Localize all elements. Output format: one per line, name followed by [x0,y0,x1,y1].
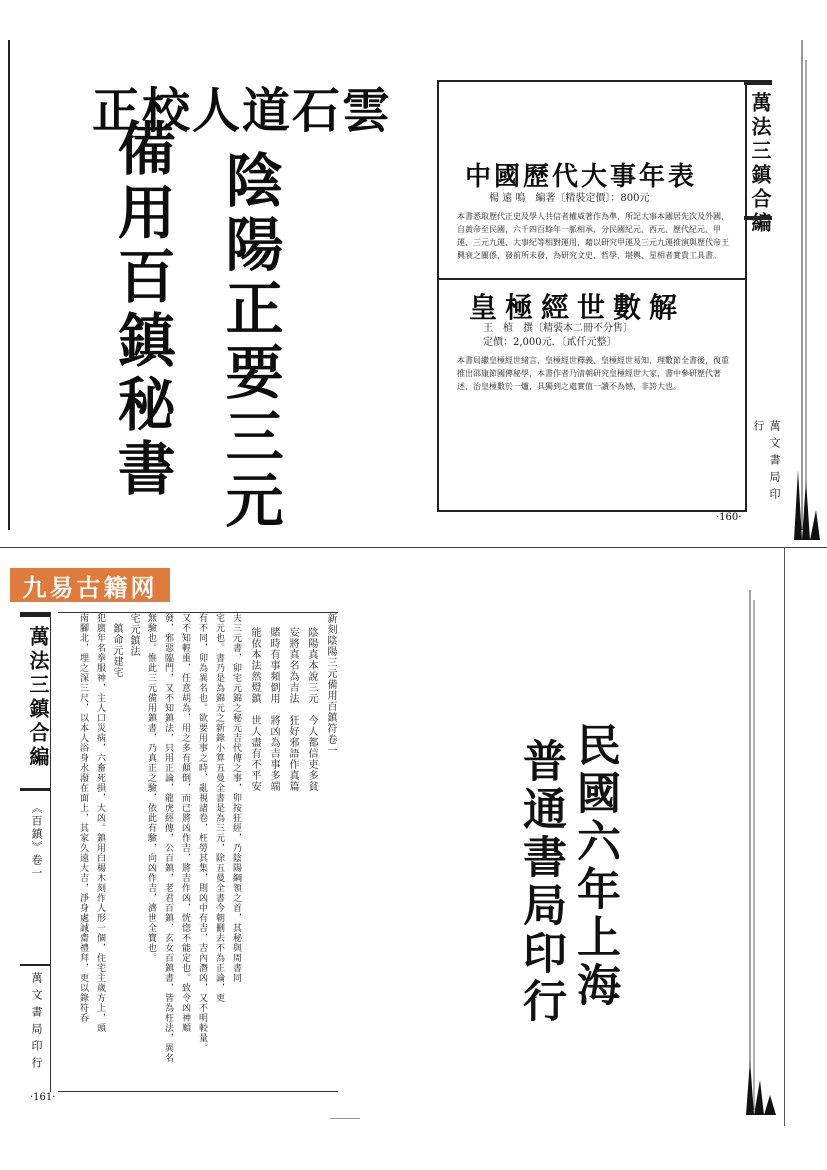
chapter-label: 《百鎮》卷一 [30,802,43,880]
ad2-price: 定價：2,000元．〔貳仟元整〕 [483,337,617,348]
ad2-title: 皇極經世數解 [469,291,686,324]
cover-title-left-column: 備用百鎮秘書 [107,118,176,502]
side-publisher: 萬文書局印行 [752,420,781,505]
handwritten-date-place: 民國六年上海 [569,722,620,1010]
text-column: 陰陽真本說三元 今人都信吏多貧 [306,627,317,792]
bottom-page-number: ·161· [30,1092,56,1103]
bottom-side-strip [20,612,51,1092]
bottom-scan-edge-artifact [740,590,785,1120]
bottom-side-top-rule [20,612,50,617]
text-column: 能依本法然燈鎮 世人盡有不平安 [249,627,260,792]
ad2-author: 王 植 撰〔精裝本二冊不分售〕 [483,323,633,334]
text-column: 新刻陰陽三元備用百鎮符卷一 [325,613,336,756]
text-column: 夫三元書，卯宅元錦之秘元吉代傳之事，卯按狂經，乃陰陽綱領之首，其秘與周書同 [231,613,241,983]
text-column: 無驗也。惟此三元備用鎮書，乃真正之驗，依此有驗，向凶作吉，濟世全寶也。 [146,613,156,963]
page-number: ·160· [716,512,742,523]
text-column: 鎮命元建宅 [111,623,122,678]
bottom-side-publisher: 萬文書局印行 [30,972,43,1074]
side-book-title: 萬法三鎮合編 [748,92,772,236]
text-column: 南腳北，埋之深三尺，以本人浴身水潑在面上，其家久遠大吉，淨身處誠齋禮拜，更以錄符呑 [78,613,88,1023]
text-column: 犯廣年名拳服神，主人口災病，六畜死損，大凶。鎮用白楊木刻作人形一個，住宅主歲方上，頭 [95,613,105,1033]
side-strip [744,80,781,508]
bottom-page-edge [784,548,785,1126]
page-separator [0,547,827,548]
bottom-side-divider [20,788,50,791]
cover-title-right-column: 陰陽正要三元 [215,150,284,534]
ad-divider [439,278,745,280]
text-column: 宅元也。書乃是為錦元之新錄小算五曼全書是為三元，除五曼全書今朝刪去不為正論，更 [214,613,224,1003]
bottom-side-book-title: 萬法三鎮合編 [26,626,50,770]
ad1-author: 楊 遠 鳴 編著〔精裝定價〕：800元 [489,193,650,204]
side-strip-divider [744,216,772,220]
page-edge-line [8,40,10,530]
watermark-badge: 九易古籍网 [10,568,170,602]
scan-edge-artifact [790,40,825,540]
text-column: 有不同，卯為異名也。欲要用事之時，亂視諸卷，枉勞其集，則凶中有吉，吉內潛凶，又不明較量。 [197,613,207,1053]
book-credit-title: 正校人道石雲 [92,83,393,139]
text-column: 又不知輕重，任意胡為，用之多有顛倒，而已將凶作吉，將吉作凶，恍惚不能定也。致令凶神順 [180,613,190,1033]
handwritten-publisher: 普通書局印行 [515,738,566,1026]
text-column: 宅元鎮法 [128,613,139,657]
bottom-side-divider-2 [20,964,50,966]
footer-rule [330,1118,360,1119]
ad1-title: 中國歷代大事年表 [465,162,698,192]
text-column: 賭時有事頻倒用 將凶為吉事多端 [268,627,279,792]
text-column: 發，邪惡臨門，又不知鎮法，只用正論，龍虎經傳，公百鎮，老君百鎮，玄女百鎮書，皆為枉法，異名 [163,613,173,1063]
advertisement-panel [437,80,747,512]
ad1-description: 本書悉取歷代正史及學人共信者權威著作為準，所記大事本國居先次及外國，自黃帝至民國，六千四百餘年一脈相承，分民國紀元、西元、歷代紀元、甲運、三元九運、大事紀等相對運用，藉以研究甲運及三元九運推演與歷代帝王興衰之關係，發前所未發，為研究文史、哲學、堪輿、星相者實貴工具書。 [457,212,729,260]
body-text-block [58,612,338,1092]
ad2-description: 本書局繼皇極經世緒言、皇極經世釋義、皇極經世易知、理數節全書後，復重推出邵康節國傳秘學，本書作者乃清朝研究皇極經世大家，書中參研歷代著述，治皇極數於一爐，具獨到之處實值一讀不為憾，非誇大也。 [457,356,729,391]
text-column: 妄將真名為吉法 狂好邪語作真篇 [287,627,298,792]
side-strip-top-rule [744,80,772,85]
